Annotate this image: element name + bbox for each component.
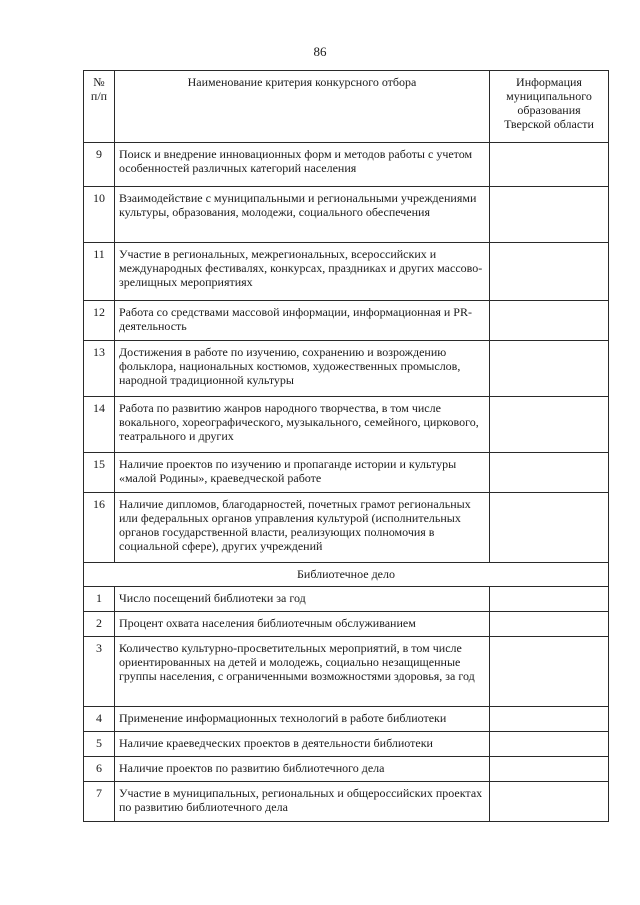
info-cell: [490, 587, 609, 612]
table-row: [84, 782, 609, 822]
table-row: [84, 301, 609, 341]
info-cell: [490, 243, 609, 301]
info-cell: [490, 732, 609, 757]
header-row: [84, 71, 609, 143]
info-cell: [490, 301, 609, 341]
criterion-name: Процент охвата населения библиотечным обслуживанием: [115, 612, 490, 637]
table-row: [84, 493, 609, 563]
info-cell: [490, 453, 609, 493]
info-cell: [490, 493, 609, 563]
row-number: 16: [84, 493, 115, 563]
table-row: [84, 143, 609, 187]
info-cell: [490, 341, 609, 397]
row-number: 3: [84, 637, 115, 707]
criterion-name: Взаимодействие с муниципальными и региональными учреждениями культуры, образования, молодежи, социального обеспечения: [115, 187, 490, 243]
header-criterion-name: Наименование критерия конкурсного отбора: [115, 71, 490, 143]
criterion-name: Работа по развитию жанров народного творчества, в том числе вокального, хореографического, музыкального, семейного, циркового, театрального и других: [115, 397, 490, 453]
table-row: [84, 612, 609, 637]
criterion-name: Число посещений библиотеки за год: [115, 587, 490, 612]
table-row: [84, 453, 609, 493]
section-title: Библиотечное дело: [84, 563, 609, 587]
section-row: [84, 563, 609, 587]
criterion-name: Участие в региональных, межрегиональных, всероссийских и международных фестивалях, конкурсах, праздниках и других массово-зрелищных мероприятиях: [115, 243, 490, 301]
table-row: [84, 243, 609, 301]
criterion-name: Наличие дипломов, благодарностей, почетных грамот региональных или федеральных органов управления культурой (исполнительных органов государственной власти, реализующих полномочия в социальной сфере), других учреждений: [115, 493, 490, 563]
header-municipal-info: Информация муниципального образования Тверской области: [490, 71, 609, 143]
row-number: 9: [84, 143, 115, 187]
criterion-name: Количество культурно-просветительных мероприятий, в том числе ориентированных на детей и молодежь, социально незащищенные группы населения, с ограниченными возможностями здоровья, за год: [115, 637, 490, 707]
info-cell: [490, 782, 609, 822]
criterion-name: Работа со средствами массовой информации, информационная и PR-деятельность: [115, 301, 490, 341]
table-row: [84, 587, 609, 612]
table-row: [84, 341, 609, 397]
row-number: 14: [84, 397, 115, 453]
criterion-name: Поиск и внедрение инновационных форм и методов работы с учетом особенностей различных категорий населения: [115, 143, 490, 187]
row-number: 7: [84, 782, 115, 822]
criterion-name: Применение информационных технологий в работе библиотеки: [115, 707, 490, 732]
table-row: [84, 637, 609, 707]
table-row: [84, 707, 609, 732]
criterion-name: Наличие краеведческих проектов в деятельности библиотеки: [115, 732, 490, 757]
criteria-table: [83, 70, 609, 822]
row-number: 6: [84, 757, 115, 782]
info-cell: [490, 637, 609, 707]
criterion-name: Наличие проектов по развитию библиотечного дела: [115, 757, 490, 782]
row-number: 13: [84, 341, 115, 397]
info-cell: [490, 143, 609, 187]
info-cell: [490, 612, 609, 637]
row-number: 2: [84, 612, 115, 637]
row-number: 12: [84, 301, 115, 341]
criterion-name: Наличие проектов по изучению и пропаганде истории и культуры «малой Родины», краеведческой работе: [115, 453, 490, 493]
info-cell: [490, 187, 609, 243]
info-cell: [490, 707, 609, 732]
table-row: [84, 757, 609, 782]
row-number: 10: [84, 187, 115, 243]
criterion-name: Достижения в работе по изучению, сохранению и возрождению фольклора, национальных костюмов, художественных промыслов, народной традиционной культуры: [115, 341, 490, 397]
row-number: 15: [84, 453, 115, 493]
table-row: [84, 187, 609, 243]
row-number: 11: [84, 243, 115, 301]
info-cell: [490, 397, 609, 453]
info-cell: [490, 757, 609, 782]
row-number: 1: [84, 587, 115, 612]
table-row: [84, 397, 609, 453]
page-number: 86: [313, 44, 327, 59]
criterion-name: Участие в муниципальных, региональных и общероссийских проектах по развитию библиотечного дела: [115, 782, 490, 822]
row-number: 5: [84, 732, 115, 757]
header-number: № п/п: [84, 71, 115, 143]
row-number: 4: [84, 707, 115, 732]
table-row: [84, 732, 609, 757]
